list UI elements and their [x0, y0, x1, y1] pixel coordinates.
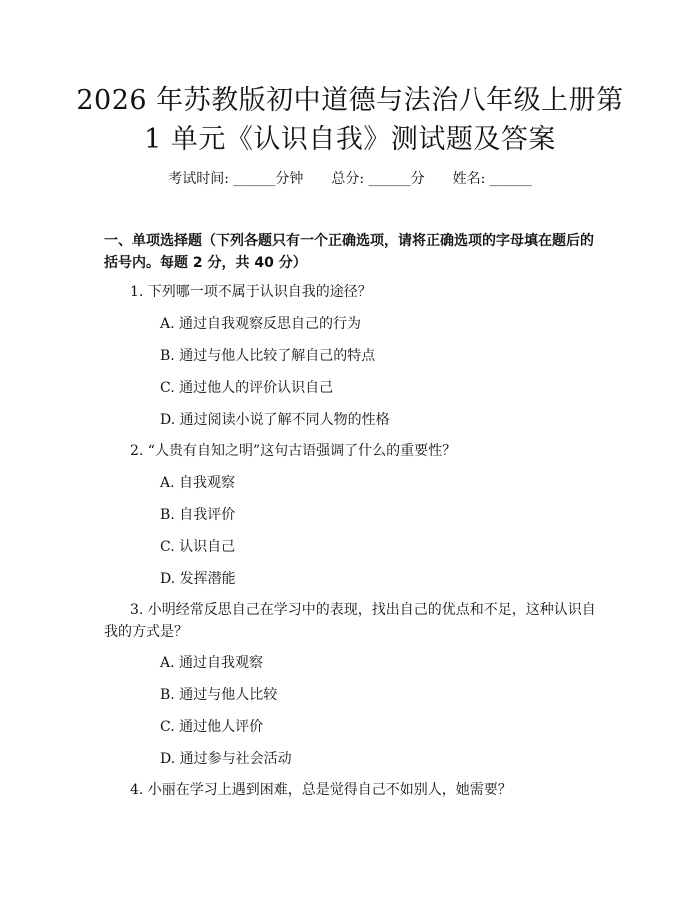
question-3-option-c: C. 通过他人评价: [160, 719, 264, 735]
document-title-line-2: 1 单元《认识自我》测试题及答案: [144, 124, 556, 155]
question-4: 4. 小丽在学习上遇到困难，总是觉得自己不如别人，她需要？: [130, 782, 512, 798]
total-score-label: 总分: ______分: [331, 171, 425, 187]
exam-time-label: 考试时间: ______分钟: [168, 171, 304, 187]
question-1-option-b: B. 通过与他人比较了解自己的特点: [160, 348, 376, 364]
question-3-option-a: A. 通过自我观察: [160, 655, 264, 671]
question-1: 1. 下列哪一项不属于认识自我的途径？: [130, 284, 372, 300]
student-name-label: 姓名: ______: [452, 171, 532, 187]
question-1-option-a: A. 通过自我观察反思自己的行为: [160, 316, 362, 332]
question-3-option-b: B. 通过与他人比较: [160, 687, 278, 703]
question-2-option-a: A. 自我观察: [160, 475, 236, 491]
exam-meta: [0, 168, 700, 188]
question-2-option-c: C. 认识自己: [160, 539, 236, 555]
question-2-option-b: B. 自我评价: [160, 507, 236, 523]
question-1-option-c: C. 通过他人的评价认识自己: [160, 380, 334, 396]
question-3: 3. 小明经常反思自己在学习中的表现，找出自己的优点和不足，这种认识自我的方式是？: [104, 602, 596, 640]
section-heading-single-choice: 一、单项选择题（下列各题只有一个正确选项，请将正确选项的字母填在题后的括号内。每题 2 分，共 40 分）: [104, 233, 594, 271]
document-title-line-1: 2026 年苏教版初中道德与法治八年级上册第: [76, 85, 624, 116]
question-1-option-d: D. 通过阅读小说了解不同人物的性格: [160, 412, 390, 428]
question-2-option-d: D. 发挥潜能: [160, 571, 236, 587]
question-3-option-d: D. 通过参与社会活动: [160, 751, 292, 767]
question-2: 2. “人贵有自知之明”这句古语强调了什么的重要性？: [130, 443, 457, 459]
